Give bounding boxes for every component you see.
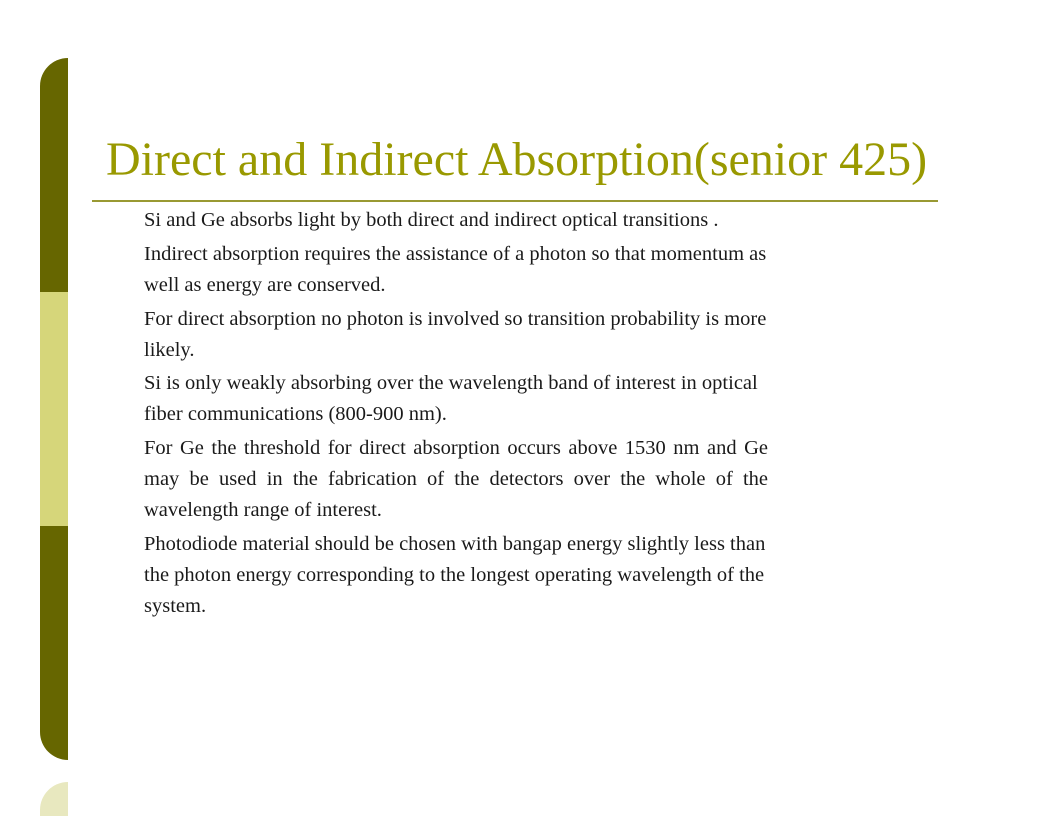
bullet-item: Indirect absorption requires the assistance of a photon so that momentum as well as energy are conserved.	[144, 242, 767, 296]
side-bar-segment-light	[40, 292, 68, 409]
bullet-item: Si is only weakly absorbing over the wavelength band of interest in optical fiber communications (800-900 nm).	[144, 372, 758, 426]
side-bar-segment-dark	[40, 643, 68, 760]
title-underline	[92, 200, 938, 202]
decorative-side-bar-bottom	[40, 782, 68, 816]
bullet-list	[144, 205, 768, 625]
bullet-item: For Ge the threshold for direct absorption occurs above 1530 nm and Ge may be used in the fabrication of the detectors over the whole of the wavelength range of interest.	[144, 437, 768, 522]
bullet-item: Si and Ge absorbs light by both direct and indirect optical transitions .	[144, 209, 719, 231]
side-bar-segment-light	[40, 409, 68, 526]
slide-title: Direct and Indirect Absorption(senior 425)	[106, 133, 928, 186]
side-bar-segment-dark	[40, 526, 68, 643]
decorative-side-bar	[40, 58, 68, 760]
bullet-item: Photodiode material should be chosen with bangap energy slightly less than the photon energy corresponding to the longest operating wavelength of the system.	[144, 532, 766, 617]
side-bar-segment-dark	[40, 175, 68, 292]
side-bar-segment-dark	[40, 58, 68, 175]
bullet-item: For direct absorption no photon is involved so transition probability is more likely.	[144, 307, 767, 361]
